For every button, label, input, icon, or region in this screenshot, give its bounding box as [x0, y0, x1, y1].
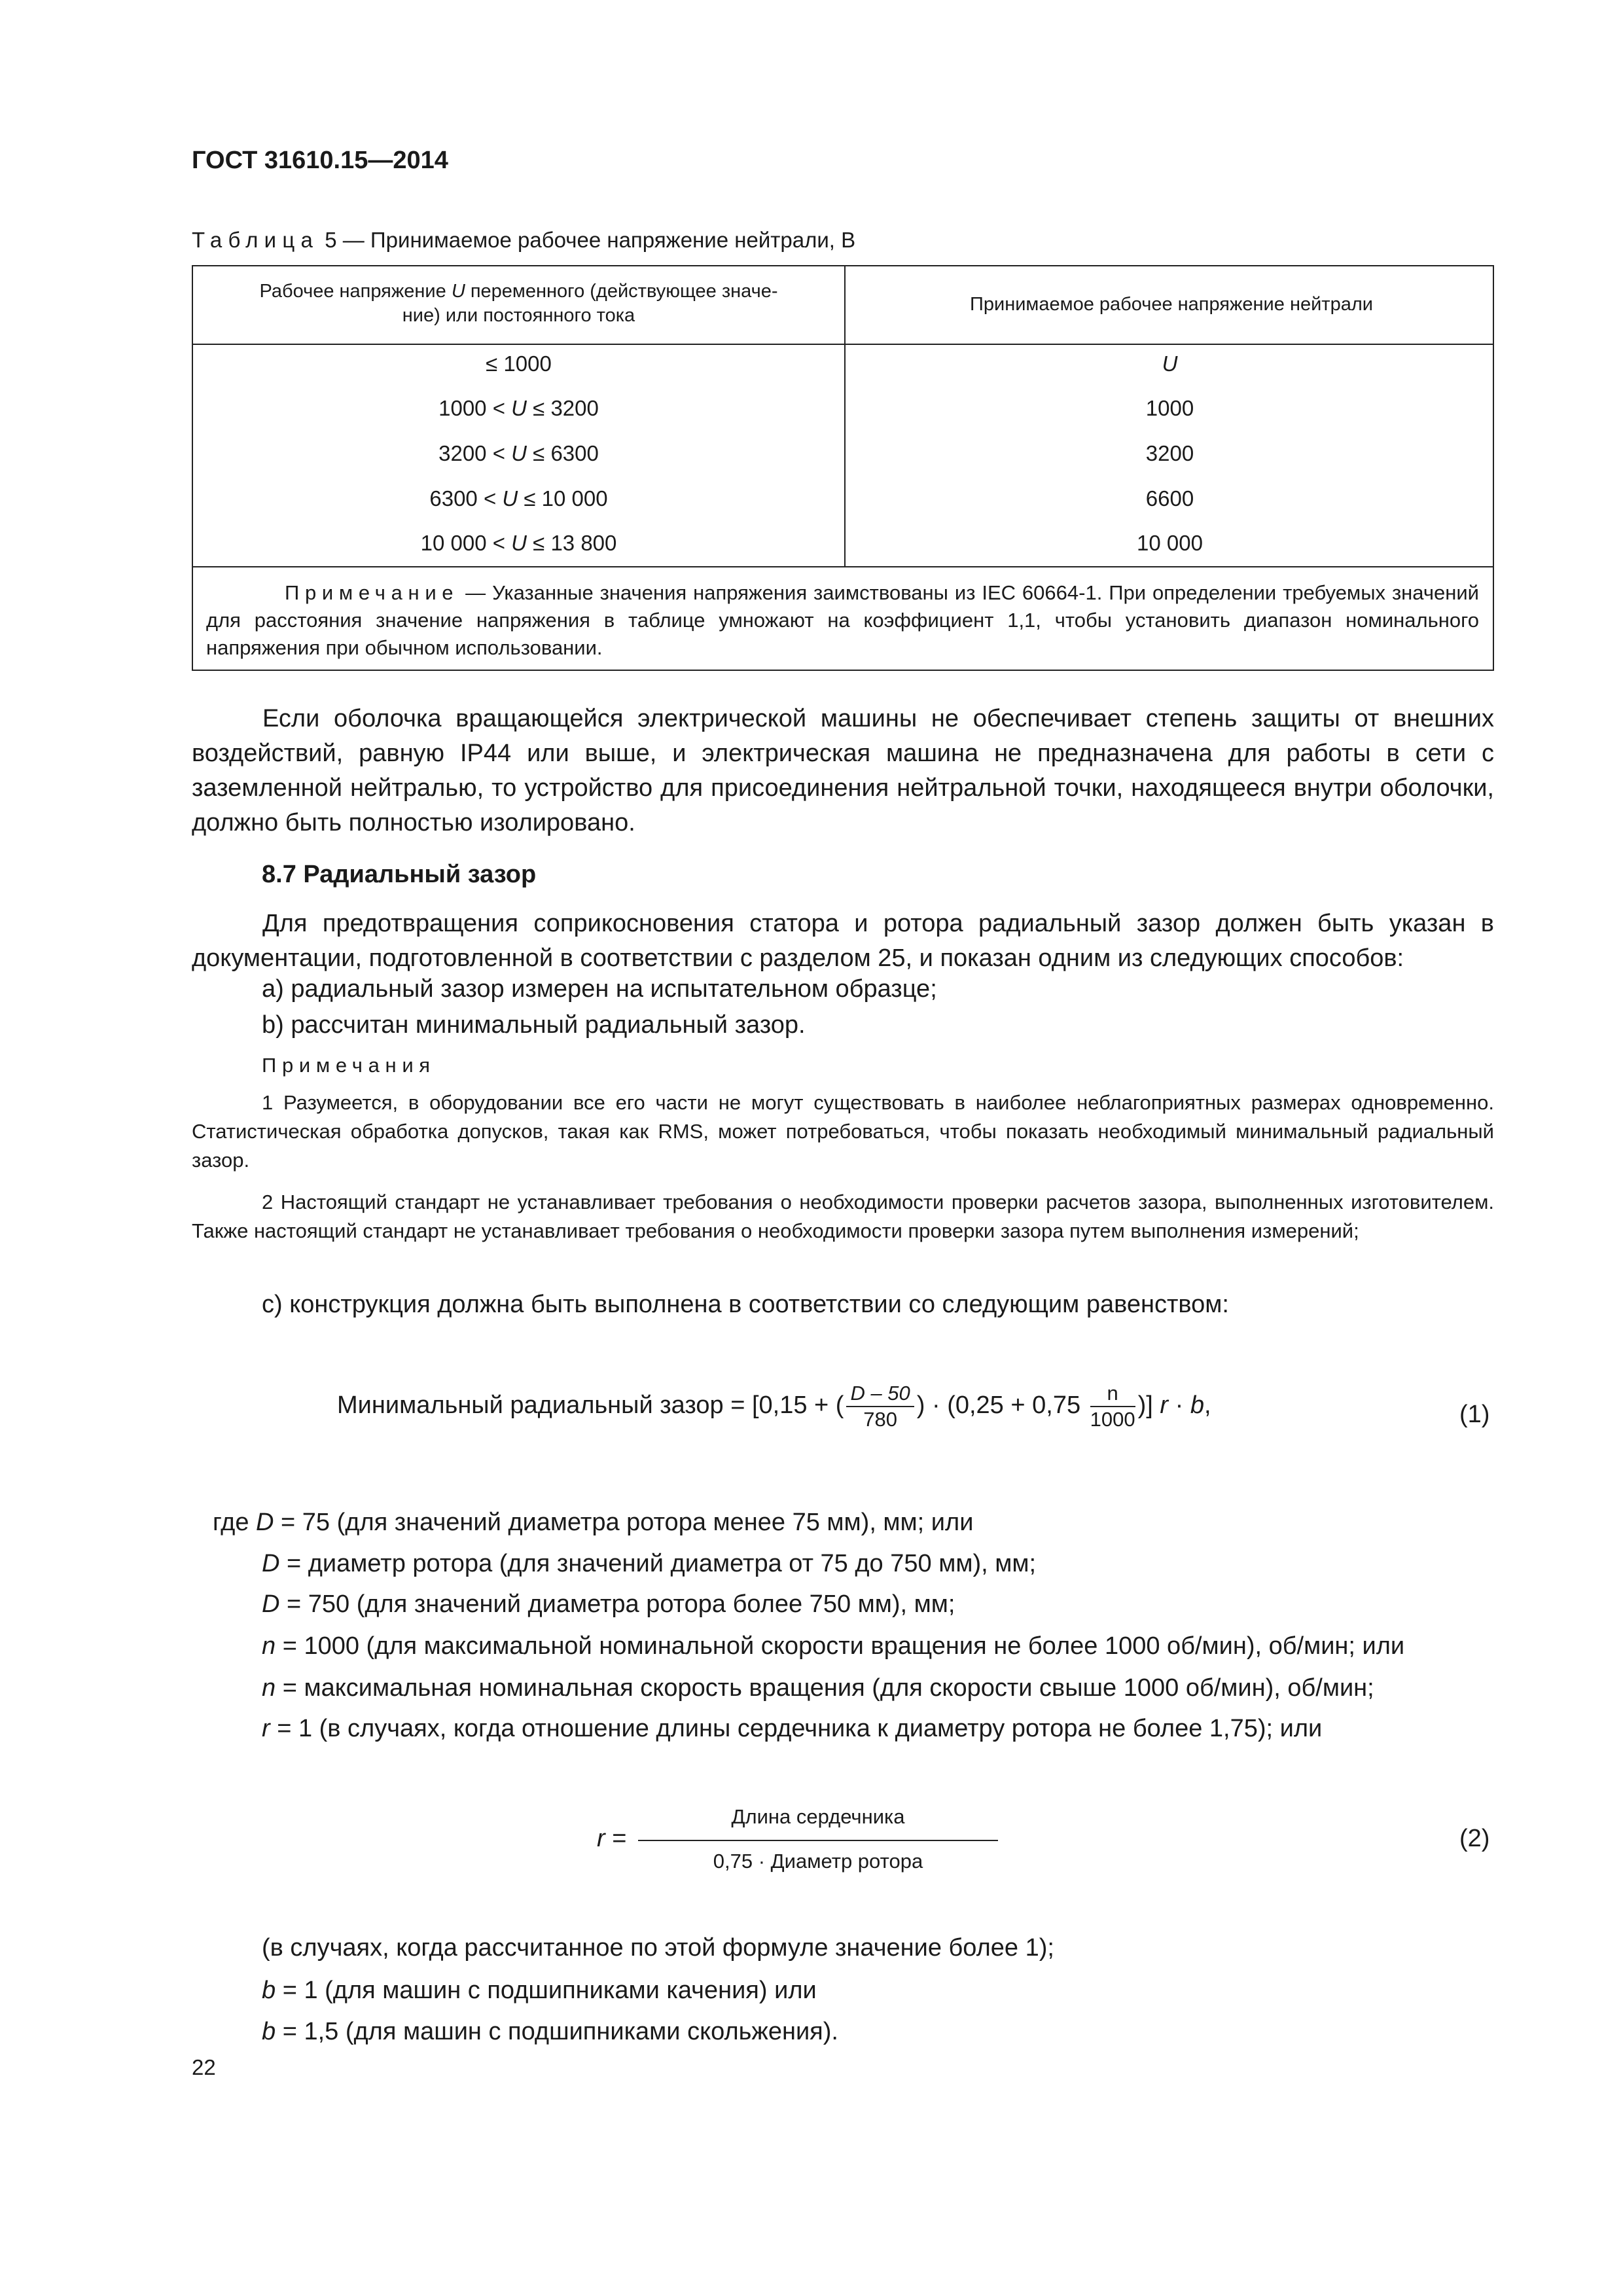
formula1-close: )] [1137, 1391, 1160, 1420]
table-cell-neutral-voltage: 6600 [1145, 486, 1194, 511]
paragraph-radial-gap-intro: Для предотвращения соприкосновения статора и ротора радиальный зазор должен быть указан в документации, подготовленной в соответствии с разделом 25, и показан одним из следующих способов: [192, 910, 1494, 972]
fraction-n-over-1000 [1090, 1381, 1135, 1432]
formula1-var-b: b [1190, 1391, 1204, 1420]
table-note-divider [193, 566, 1493, 567]
table-caption [192, 228, 855, 253]
condition-line: (в случаях, когда рассчитанное по этой формуле значение более 1); [262, 1934, 1054, 1962]
fraction-d-minus-50 [846, 1381, 914, 1432]
formula1-mid: ) · (0,25 + 0,75 [916, 1391, 1088, 1420]
fraction-denominator: 1000 [1090, 1408, 1135, 1431]
definition-line: n = максимальная номинальная скорость вращения (для скорости свыше 1000 об/мин), об/мин; [262, 1674, 1374, 1702]
table-note-prefix: Примечание [285, 581, 459, 604]
table-header-neutral-voltage: Принимаемое рабочее напряжение нейтрали [970, 294, 1373, 315]
definition-line-b-sliding: b = 1,5 (для машин с подшипниками скольжения). [262, 2018, 838, 2045]
list-item-a: а) радиальный зазор измерен на испытательном образце; [262, 975, 937, 1003]
formula1-dot: · [1168, 1391, 1190, 1420]
note-1: 1 Разумеется, в оборудовании все его части не могут существовать в наиболее неблагоприятных размерах одновременно. Статистическая обработка допусков, такая как RMS, может потребоваться, чтобы показать необходимый минимальный радиальный зазор. [192, 1091, 1494, 1172]
equation-number-1: (1) [1459, 1401, 1490, 1428]
formula-min-radial-gap [337, 1381, 1332, 1453]
table-cell-neutral-voltage: 3200 [1145, 441, 1194, 465]
formula2-fraction [638, 1803, 998, 1875]
fraction-denominator: 780 [863, 1408, 897, 1431]
table-cell-neutral-voltage: 10 000 [1137, 531, 1203, 555]
equation-number-2: (2) [1459, 1825, 1490, 1852]
paragraph-enclosure-insulation: Если оболочка вращающейся электрической машины не обеспечивает степень защиты от внешних воздействий, равную IP44 или выше, и электрическая машина не предназначена для работы в сети с заземленной нейтралью, то устройство для присоединения нейтральной точки, находящееся внутри оболочки, должно быть полностью изолировано. [192, 705, 1494, 836]
formula1-var-r: r [1160, 1391, 1169, 1420]
document-code-header: ГОСТ 31610.15—2014 [192, 147, 448, 174]
voltage-table [192, 265, 1494, 671]
formula1-comma: , [1204, 1391, 1211, 1420]
table-note [206, 579, 1479, 662]
definition-line-b-rolling: b = 1 (для машин с подшипниками качения) или [262, 1977, 817, 2004]
table-cell-voltage-range: 6300 < U ≤ 10 000 [429, 486, 608, 511]
table-header-divider [193, 344, 1493, 345]
definition-line: r = 1 (в случаях, когда отношение длины сердечника к диаметру ротора не более 1,75); или [262, 1715, 1323, 1742]
fraction-numerator: D – 50 [846, 1381, 914, 1407]
fraction-numerator: n [1090, 1381, 1135, 1407]
table-cell-neutral-voltage: U [1162, 351, 1178, 376]
list-item-b: b) рассчитан минимальный радиальный зазор. [262, 1011, 806, 1039]
table-note-text: — Указанные значения напряжения заимствованы из IEC 60664-1. При определении требуемых значений для расстояния значение напряжения в таблице умножают на коэффициент 1,1, чтобы установить диапазон номинального напряжения при обычном использовании. [206, 581, 1479, 659]
formula1-lhs: Минимальный радиальный зазор = [0,15 + ( [337, 1391, 844, 1420]
header-text-a: Рабочее напряжение [259, 281, 452, 302]
definition-line: D = 750 (для значений диаметра ротора более 750 мм), мм; [262, 1590, 955, 1618]
header-text-c: ние) или постоянного тока [402, 305, 635, 326]
page-number: 22 [192, 2055, 216, 2079]
table-caption-prefix: Таблица [192, 228, 319, 252]
note-2: 2 Настоящий стандарт не устанавливает требования о необходимости проверки расчетов зазора, выполненных изготовителем. Также настоящий стандарт не устанавливает требования о необходимости проверки зазора путем выполнения измерений; [192, 1191, 1494, 1242]
notes-heading: Примечания [262, 1054, 436, 1077]
table-cell-neutral-voltage: 1000 [1145, 396, 1194, 420]
list-item-c: с) конструкция должна быть выполнена в соответствии со следующим равенством: [262, 1291, 1229, 1318]
definition-line: n = 1000 (для максимальной номинальной скорости вращения не более 1000 об/мин), об/мин; или [262, 1632, 1405, 1660]
header-var-u: U [451, 281, 465, 302]
section-heading-radial-gap: 8.7 Радиальный зазор [262, 861, 537, 888]
header-text-b: переменного (действующее значе- [465, 281, 778, 302]
table-cell-voltage-range: ≤ 1000 [486, 351, 552, 376]
formula2-numerator: Длина сердечника [638, 1803, 998, 1841]
table-cell-voltage-range: 10 000 < U ≤ 13 800 [420, 531, 617, 555]
table-caption-title: 5 — Принимаемое рабочее напряжение нейтрали, В [319, 228, 856, 252]
table-cell-voltage-range: 1000 < U ≤ 3200 [438, 396, 599, 420]
table-header-operating-voltage [219, 279, 818, 328]
definition-line: где D = 75 (для значений диаметра ротора менее 75 мм), мм; или [213, 1509, 974, 1536]
formula2-lhs: r = [597, 1825, 627, 1852]
definition-line: D = диаметр ротора (для значений диаметра от 75 до 750 мм), мм; [262, 1550, 1037, 1577]
formula2-denominator: 0,75 · Диаметр ротора [713, 1850, 923, 1873]
table-cell-voltage-range: 3200 < U ≤ 6300 [438, 441, 599, 465]
